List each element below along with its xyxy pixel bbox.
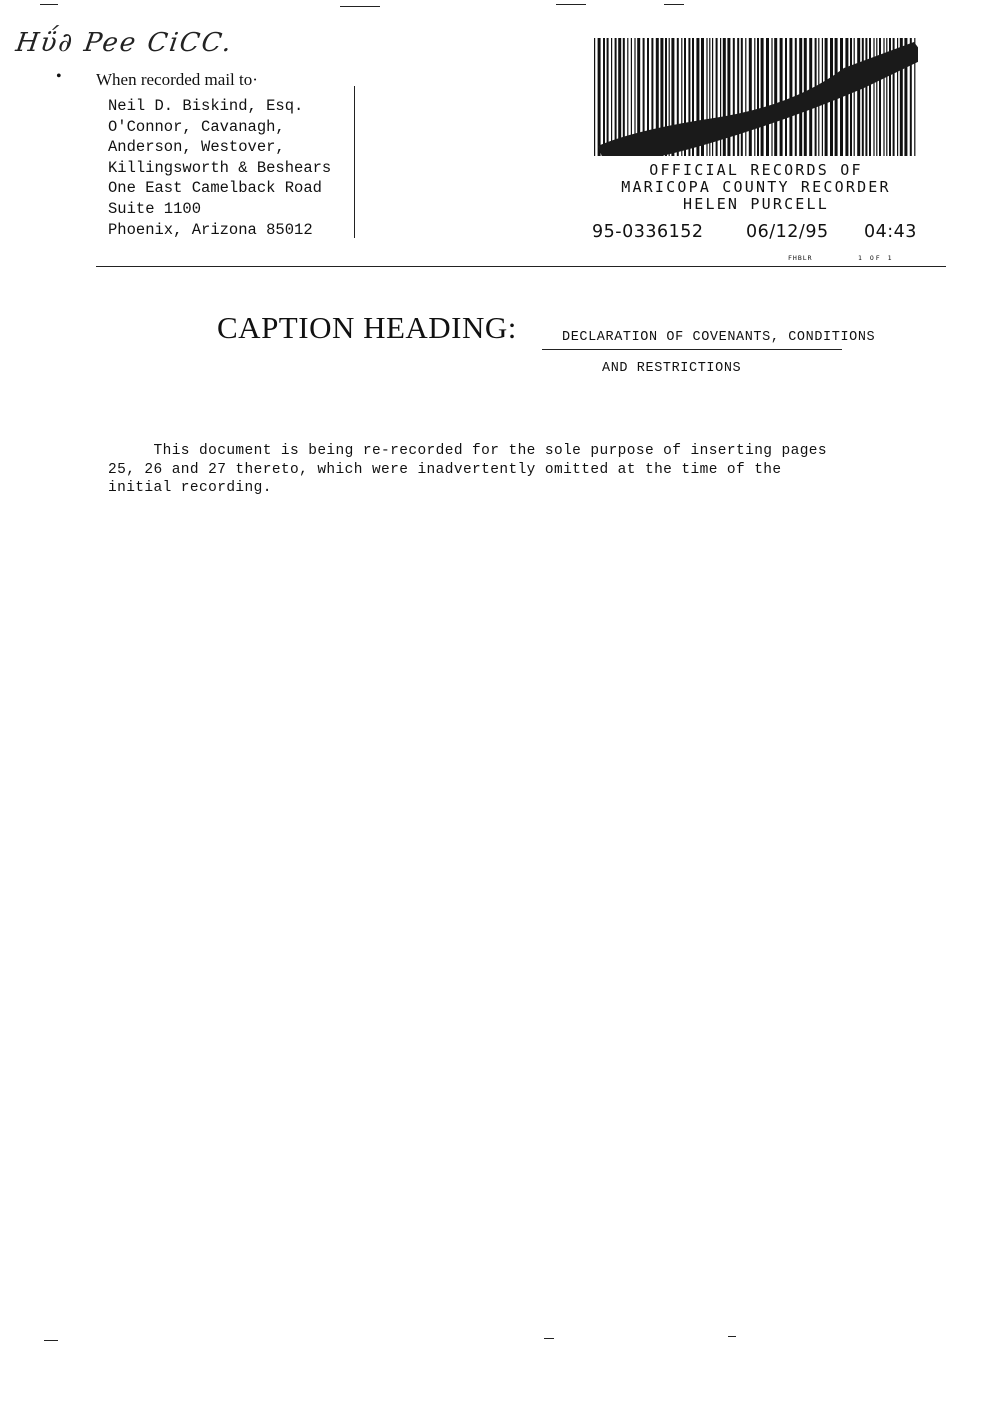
barcode-bar xyxy=(611,38,612,156)
scan-speck xyxy=(556,4,586,5)
barcode-bar xyxy=(789,38,792,156)
body-line: 25, 26 and 27 thereto, which were inadvertently omitted at the time of the xyxy=(108,461,782,478)
recorder-line: OFFICIAL RECORDS OF xyxy=(649,161,863,179)
recorder-line: MARICOPA COUNTY RECORDER xyxy=(621,178,891,196)
record-number: 95-0336152 xyxy=(592,222,704,242)
barcode-bar xyxy=(741,38,743,156)
header-divider xyxy=(96,266,946,267)
record-time: 04:43 xyxy=(864,222,917,242)
caption-underline xyxy=(542,349,842,350)
barcode-bar xyxy=(857,38,860,156)
barcode-bar xyxy=(727,38,730,156)
barcode-bar xyxy=(865,38,867,156)
barcode-bar xyxy=(733,38,735,156)
barcode-bar xyxy=(766,38,769,156)
barcode-image xyxy=(594,38,918,156)
mail-to-label: When recorded mail to· xyxy=(96,70,258,89)
mailing-address xyxy=(108,96,331,240)
barcode-bar xyxy=(594,38,595,156)
body-line: initial recording. xyxy=(108,480,272,497)
page-count: 1 OF 1 xyxy=(858,254,894,262)
address-line: One East Camelback Road xyxy=(108,179,322,198)
recorder-line: HELEN PURCELL xyxy=(683,195,829,213)
barcode-bar xyxy=(869,38,871,156)
caption-title-line1: DECLARATION OF COVENANTS, CONDITIONS xyxy=(562,330,876,345)
barcode-bar xyxy=(850,38,852,156)
address-divider xyxy=(354,86,355,238)
barcode-bar xyxy=(754,38,755,156)
barcode-bar xyxy=(845,38,848,156)
barcode-bar xyxy=(774,38,777,156)
caption-heading-label: CAPTION HEADING: xyxy=(217,310,517,345)
address-line: Neil D. Biskind, Esq. xyxy=(108,97,304,115)
address-line: Killingsworth & Beshears xyxy=(108,158,332,177)
barcode-bar xyxy=(615,38,617,156)
recorder-stamp xyxy=(594,162,918,213)
barcode-bar xyxy=(607,38,609,156)
document-body xyxy=(108,442,928,498)
barcode-bar xyxy=(780,38,783,156)
scan-speck xyxy=(728,1336,736,1337)
barcode-bar xyxy=(598,38,601,156)
address-line: Suite 1100 xyxy=(108,199,202,218)
address-line: O'Connor, Cavanagh, xyxy=(108,117,285,136)
scan-speck xyxy=(340,6,380,7)
record-date: 06/12/95 xyxy=(746,222,829,242)
barcode-bar xyxy=(854,38,855,156)
handwritten-note: Ηΰ∂ Pee CiCC. xyxy=(13,28,235,58)
body-line: This document is being re-recorded for the sole purpose of inserting pages xyxy=(108,443,828,459)
barcode-bar xyxy=(603,38,605,156)
barcode-bar xyxy=(761,38,764,156)
barcode-bar xyxy=(785,38,787,156)
scan-speck xyxy=(664,4,684,5)
scan-speck xyxy=(44,1340,58,1341)
barcode-bar xyxy=(771,38,772,156)
barcode-bar xyxy=(737,38,739,156)
scan-speck xyxy=(40,4,58,5)
caption-title-line2: AND RESTRICTIONS xyxy=(602,361,742,376)
bullet-mark: • xyxy=(56,68,62,85)
barcode-bar xyxy=(749,38,752,156)
barcode-bar xyxy=(757,38,759,156)
address-line: Anderson, Westover, xyxy=(108,138,285,157)
barcode-bar xyxy=(862,38,864,156)
barcode-bar xyxy=(873,38,874,156)
barcode-bar xyxy=(745,38,746,156)
scan-speck xyxy=(544,1338,554,1339)
address-line: Phoenix, Arizona 85012 xyxy=(108,220,313,239)
record-code: FHBLR xyxy=(788,254,813,262)
